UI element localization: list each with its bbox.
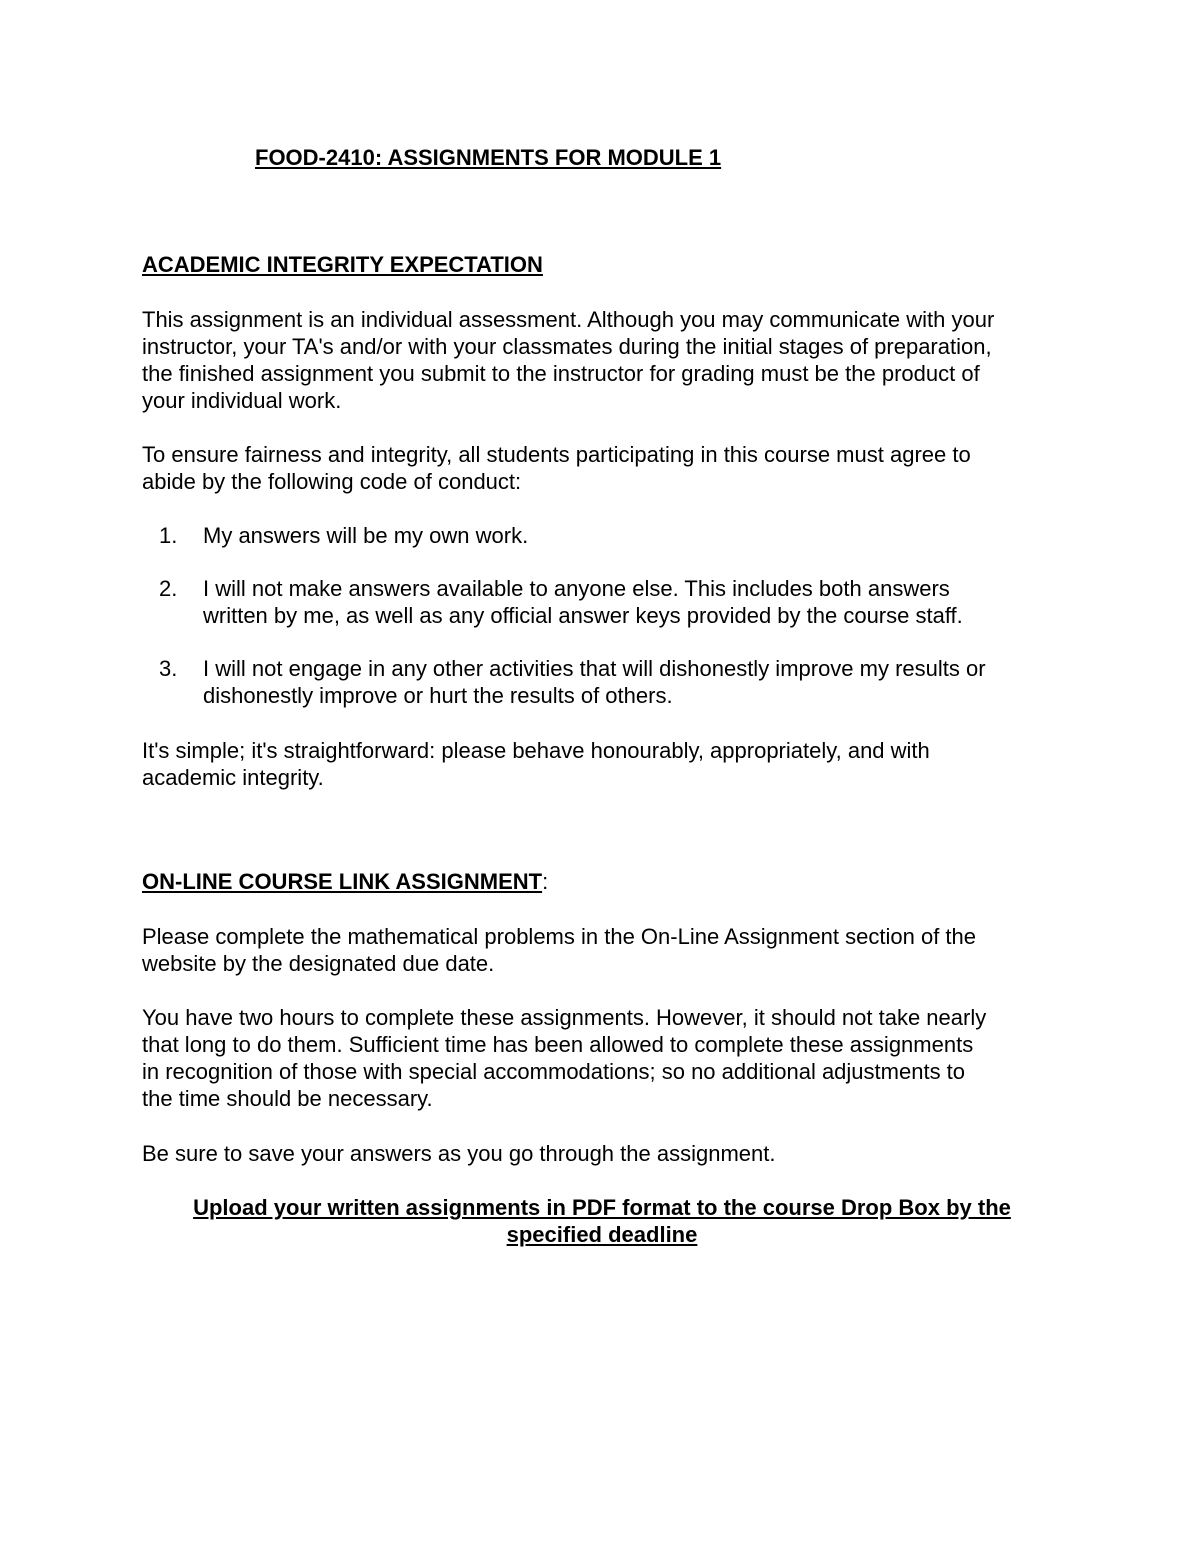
paragraph-line: You have two hours to complete these assignments. However, it should not take nearly	[142, 1005, 987, 1030]
paragraph-line: the finished assignment you submit to the instructor for grading must be the product of	[142, 361, 980, 386]
upload-line: specified deadline	[506, 1222, 698, 1247]
paragraph-line: To ensure fairness and integrity, all students participating in this course must agree to	[142, 442, 971, 467]
online-assignment-heading	[142, 868, 548, 895]
upload-line: Upload your written assignments in PDF format to the course Drop Box by the	[193, 1195, 1011, 1220]
code-of-conduct-item	[142, 655, 1062, 709]
list-item-line: dishonestly improve or hurt the results of others.	[203, 683, 673, 708]
academic-integrity-heading-text: ACADEMIC INTEGRITY EXPECTATION	[142, 252, 543, 277]
paragraph-line: Be sure to save your answers as you go through the assignment.	[142, 1141, 776, 1166]
paragraph-line: instructor, your TA's and/or with your classmates during the initial stages of preparation,	[142, 334, 992, 359]
paragraph-line: that long to do them. Sufficient time has been allowed to complete these assignments	[142, 1032, 974, 1057]
online-complete-paragraph	[142, 923, 1062, 977]
paragraph-line: academic integrity.	[142, 765, 324, 790]
paragraph-line: website by the designated due date.	[142, 951, 495, 976]
code-of-conduct-item	[142, 522, 1062, 549]
list-item-line: I will not make answers available to anyone else. This includes both answers	[203, 576, 950, 601]
list-number: 3.	[159, 656, 178, 681]
code-of-conduct-list	[142, 522, 1062, 735]
list-item-line: I will not engage in any other activities that will dishonestly improve my results or	[203, 656, 986, 681]
paragraph-line: your individual work.	[142, 388, 342, 413]
paragraph-line: It's simple; it's straightforward: please behave honourably, appropriately, and with	[142, 738, 930, 763]
paragraph-line: in recognition of those with special accommodations; so no additional adjustments to	[142, 1059, 966, 1084]
code-of-conduct-item	[142, 575, 1062, 629]
academic-integrity-heading	[142, 251, 543, 278]
list-number: 1.	[159, 523, 178, 548]
upload-instruction	[142, 1194, 1062, 1248]
time-paragraph	[142, 1004, 1062, 1112]
paragraph-line: the time should be necessary.	[142, 1086, 433, 1111]
paragraph-line: abide by the following code of conduct:	[142, 469, 522, 494]
closing-paragraph	[142, 737, 1062, 791]
document-title: FOOD-2410: ASSIGNMENTS FOR MODULE 1	[255, 145, 722, 170]
list-item-line: written by me, as well as any official answer keys provided by the course staff.	[203, 603, 963, 628]
paragraph-line: This assignment is an individual assessment. Although you may communicate with your	[142, 307, 995, 332]
online-assignment-heading-text: ON-LINE COURSE LINK ASSIGNMENT	[142, 869, 543, 894]
list-number: 2.	[159, 576, 178, 601]
paragraph-line: Please complete the mathematical problems in the On-Line Assignment section of the	[142, 924, 977, 949]
fairness-paragraph	[142, 441, 1062, 495]
list-item-line: My answers will be my own work.	[203, 523, 529, 548]
heading-colon: :	[542, 869, 549, 894]
save-paragraph	[142, 1140, 1062, 1167]
academic-integrity-intro	[142, 306, 1062, 414]
